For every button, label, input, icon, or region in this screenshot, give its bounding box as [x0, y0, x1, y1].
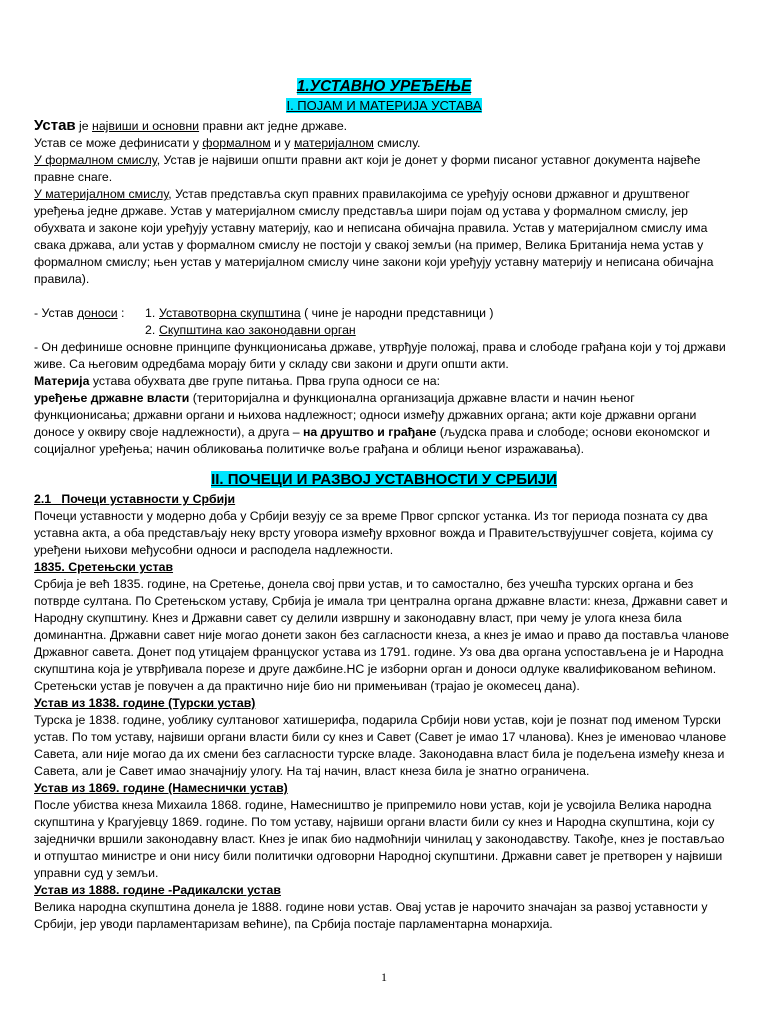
list-item: 2. Скупштина као законодавни орган [145, 323, 356, 337]
chapter-title-text: 1.УСТАВНО УРЕЂЕЊЕ [296, 78, 472, 95]
heading-1888: Устав из 1888. године -Радикалски устав [34, 883, 281, 897]
paragraph-1835: Србија је већ 1835. године, на Сретење, донела свој први устав, и то самостално, без учешћа турских органа и без потврде султана. По Сретењском уставу, Србија је имала три централна органа државне власти: кнеза, Државни савет и Народну скупштину. Кнез и Државни савет су делили извршну и законодавну власт, при чему је улога кнеза била доминантна. Државни савет није могао донети закон без сагласности кнеза, а кнез је имао и право да поставља чланове Државног савета. Донет под утицајем француског устава из 1791. године. Уз ова два органа успостављена је и Народна скупштина која је утврђивала порезе и друге дажбине.НС је изборни орган и доноси одлуке квалификованом већином. Сретењски устав је повучен а да практично није био ни примењиван (трајао је окомесец дана). [34, 577, 729, 693]
heading-1835: 1835. Сретењски устав [34, 560, 174, 574]
paragraph-material-sense: У материјалном смислу, Устав представља скуп правних правилакојима се уређују основи државног и друштвеног уређења једне државе. Устав у материјалном смислу представља шири појам од устава у формалном смислу, јер обухвата и законе који уређују уставну материју, као и неписана обичајна правила. Устав у материјалном смислу има свака држава, али устав у формалном смислу не постоји у свакој земљи (на пример, Велика Британија нема устав у формалном смислу; њен устав у материјалном смислу чине закони који уређују уставну материју и неписана обичајна правила). [34, 187, 714, 286]
chapter-title [34, 78, 734, 96]
definition-paragraph: Устав је највиши и основни правни акт једне државе. [34, 117, 348, 134]
paragraph-definition-senses: Устав се може дефинисати у формалном и у материјалном смислу. [34, 136, 421, 150]
definition-term: Устав [34, 117, 76, 134]
paragraph-matter-groups: уређење државне власти (територијална и функционална организација државне власти и начин њеног функционисања; државни органи и њихова надлежност; односи између државних органа; акти које државни органи доносе у оквиру своје надлежности), а друга – на друштво и грађане (људска права и слободе; основи економског и социјалног уређења; начин обликовања политичке воље грађана и облици њеног изражавања). [34, 391, 710, 456]
section-heading-2 [34, 471, 734, 489]
document-page [34, 78, 734, 933]
subsection-heading-2-1: 2.1 Почеци уставности у Србији [34, 492, 236, 506]
heading-1838: Устав из 1838. године (Турски устав) [34, 696, 256, 710]
paragraph-formal-sense: У формалном смислу, Устав је највиши општи правни акт који је донет у форми писаног уставног документа највеће правне снаге. [34, 153, 701, 184]
paragraph-1838: Турска је 1838. године, уоблику султановог хатишерифа, подарила Србији нови устав, који је познат под именом Турски устав. По том уставу, највиши органи власти били су кнез и Савет (Савет је имао 17 чланова). Кнез је именовао чланове Савета, али није могао да их смени без сагласности турске владе. Законодавна власт била је подељена између кнеза и Савета, али је Савет имао значајнију улогу. На тај начин, власт кнеза била је знатно ограничена. [34, 713, 727, 778]
paragraph-1869: После убиства кнеза Михаила 1868. године, Намесништво је припремило нови устав, који је усвојила Велика народна скупштина у Крагујевцу 1869. године. По том уставу, највиши органи власти били су кнез и Народна скупштина, који су заједнички вршили законодавну власт. Кнез је ипак био надмоћнији чинилац у законодавству. Такође, кнез је постављао и отпуштао министре и они нису били политички одговорни Народној скупштини. Државни савет је претворен у највиши управни суд у земљи. [34, 798, 725, 880]
section-heading-1-text: I. ПОЈАМ И МАТЕРИЈА УСТАВА [286, 98, 482, 113]
paragraph-beginnings: Почеци уставности у модерно доба у Србији везују се за време Првог српског устанка. Из тог периода позната су два уставна акта, а оба представљају неку врсту уговора између врховног вожда и Правитељствујушчег совјета, којима су уређени њихови међусобни односи и расподела надлежности. [34, 509, 714, 557]
section-heading-1 [34, 97, 734, 115]
heading-1869: Устав из 1869. године (Намеснички устав) [34, 781, 288, 795]
blank-line [34, 288, 734, 305]
paragraph-1888: Велика народна скупштина донела је 1888. године нови устав. Овај устав је нарочито значајан за развој уставности у Србији, јер уводи парламентаризам већине), па Србија постаје парламентарна монархија. [34, 900, 708, 931]
page-number: 1 [381, 970, 387, 984]
section-heading-2-text: II. ПОЧЕЦИ И РАЗВОЈ УСТАВНОСТИ У СРБИЈИ [211, 471, 557, 488]
paragraph-matter: Материја устава обухвата две групе питања. Прва група односи се на: [34, 374, 441, 388]
paragraph-principles: - Он дефинише основне принципе функционисања државе, утврђује положај, права и слободе грађана који у тој држави живе. Са његовим одредбама морају бити у складу сви закони и други општи акти. [34, 340, 726, 371]
adopted-by-list [34, 305, 734, 339]
list-item: - Устав доноси : 1. Уставотворна скупштина ( чине је народни представници ) [34, 306, 494, 320]
